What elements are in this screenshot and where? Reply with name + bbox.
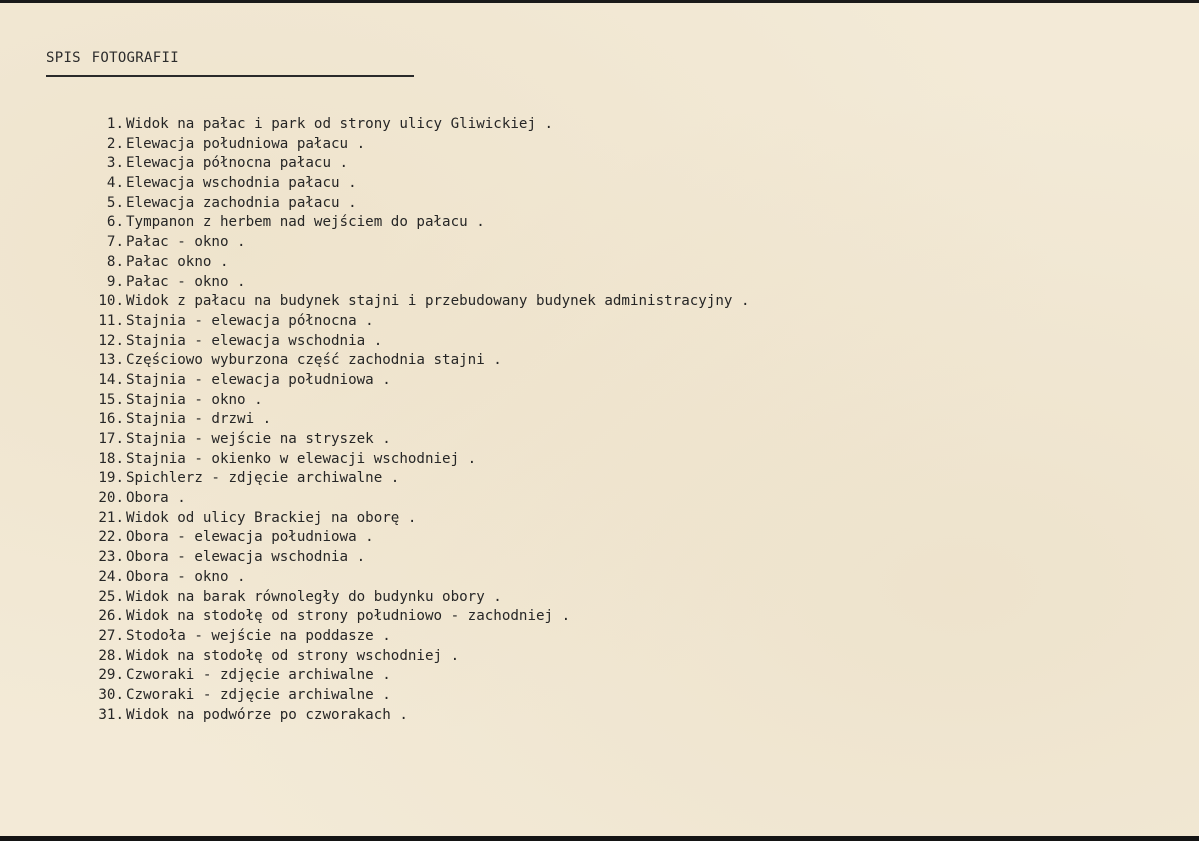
list-item [82,154,750,174]
item-text: Obora - okno . [126,568,246,585]
item-text: Pałac - okno . [126,234,246,251]
item-text: Widok na stodołę od strony wschodniej . [126,647,460,664]
item-number: 3. [106,155,124,172]
list-item [82,686,750,706]
item-number: 28. [98,647,124,664]
list-item [82,489,750,509]
item-number: 29. [98,667,124,684]
list-item [82,607,750,627]
item-text: Obora - elewacja południowa . [126,529,374,546]
list-item [82,391,750,411]
item-number: 15. [98,391,124,408]
item-number: 24. [98,568,124,585]
item-text: Spichlerz - zdjęcie archiwalne . [126,470,400,487]
item-text: Stajnia - elewacja północna . [126,312,374,329]
list-item [82,430,750,450]
title-underline [46,75,414,77]
list-item [82,528,750,548]
item-number: 22. [98,529,124,546]
item-text: Elewacja południowa pałacu . [126,135,366,152]
scan-bottom-edge [0,836,1199,841]
item-number: 11. [98,312,124,329]
item-text: Obora . [126,490,186,507]
list-item [82,666,750,686]
list-item [82,627,750,647]
item-number: 1. [106,116,124,132]
list-item [82,548,750,568]
item-number: 13. [98,352,124,369]
item-number: 26. [98,608,124,625]
item-number: 23. [98,549,124,566]
list-item [82,647,750,667]
list-item [82,568,750,588]
list-item [82,174,750,194]
list-item [82,410,750,430]
item-number: 8. [106,253,124,270]
item-text: Czworaki - zdjęcie archiwalne . [126,667,391,684]
item-text: Elewacja zachodnia pałacu . [126,194,357,211]
list-item [82,194,750,214]
item-text: Pałac - okno . [126,273,246,290]
list-item [82,273,750,293]
item-text: Elewacja wschodnia pałacu . [126,175,357,192]
item-text: Pałac okno . [126,253,229,270]
item-text: Stajnia - okienko w elewacji wschodniej . [126,450,477,467]
item-number: 9. [106,273,124,290]
item-number: 18. [98,450,124,467]
item-number: 4. [106,175,124,192]
item-text: Widok na stodołę od strony południowo - zachodniej . [126,608,571,625]
item-text: Częściowo wyburzona część zachodnia stajni . [126,352,502,369]
list-item [82,706,750,726]
item-text: Stajnia - drzwi . [126,411,272,428]
item-number: 2. [106,135,124,152]
item-text: Widok z pałacu na budynek stajni i przebudowany budynek administracyjny . [126,293,750,310]
list-item [82,371,750,391]
list-item [82,469,750,489]
item-number: 6. [106,214,124,231]
item-number: 16. [98,411,124,428]
list-item [82,332,750,352]
item-text: Obora - elewacja wschodnia . [126,549,366,566]
item-number: 19. [98,470,124,487]
list-item [82,351,750,371]
item-text: Czworaki - zdjęcie archiwalne . [126,686,391,703]
item-number: 17. [98,431,124,447]
list-item [82,115,750,135]
item-number: 14. [98,371,124,388]
item-number: 12. [98,332,124,349]
item-number: 10. [98,293,124,310]
list-item [82,135,750,155]
item-text: Stajnia - wejście na stryszek . [126,431,391,447]
item-text: Elewacja północna pałacu . [126,155,349,172]
item-number: 21. [98,509,124,526]
list-item [82,253,750,273]
list-item [82,213,750,233]
item-text: Widok na pałac i park od strony ulicy Gliwickiej . [126,116,554,132]
item-text: Stajnia - elewacja południowa . [126,371,391,388]
item-text: Tympanon z herbem nad wejściem do pałacu . [126,214,485,231]
item-number: 30. [98,686,124,703]
list-item [82,312,750,332]
list-item [82,292,750,312]
item-text: Widok na barak równoległy do budynku obory . [126,588,502,605]
item-text: Widok na podwórze po czworakach . [126,706,408,723]
list-item [82,588,750,608]
item-text: Stodoła - wejście na poddasze . [126,627,391,644]
item-number: 5. [106,194,124,211]
item-number: 27. [98,627,124,644]
list-item [82,233,750,253]
photo-list [82,115,750,725]
item-text: Stajnia - elewacja wschodnia . [126,332,383,349]
item-text: Stajnia - okno . [126,391,263,408]
item-number: 7. [106,234,124,251]
item-number: 20. [98,490,124,507]
typed-page [0,3,1199,836]
item-number: 31. [98,706,124,723]
list-item [82,450,750,470]
document-title: SPIS FOTOGRAFII [46,50,179,66]
item-number: 25. [98,588,124,605]
list-item [82,509,750,529]
item-text: Widok od ulicy Brackiej na oborę . [126,509,417,526]
